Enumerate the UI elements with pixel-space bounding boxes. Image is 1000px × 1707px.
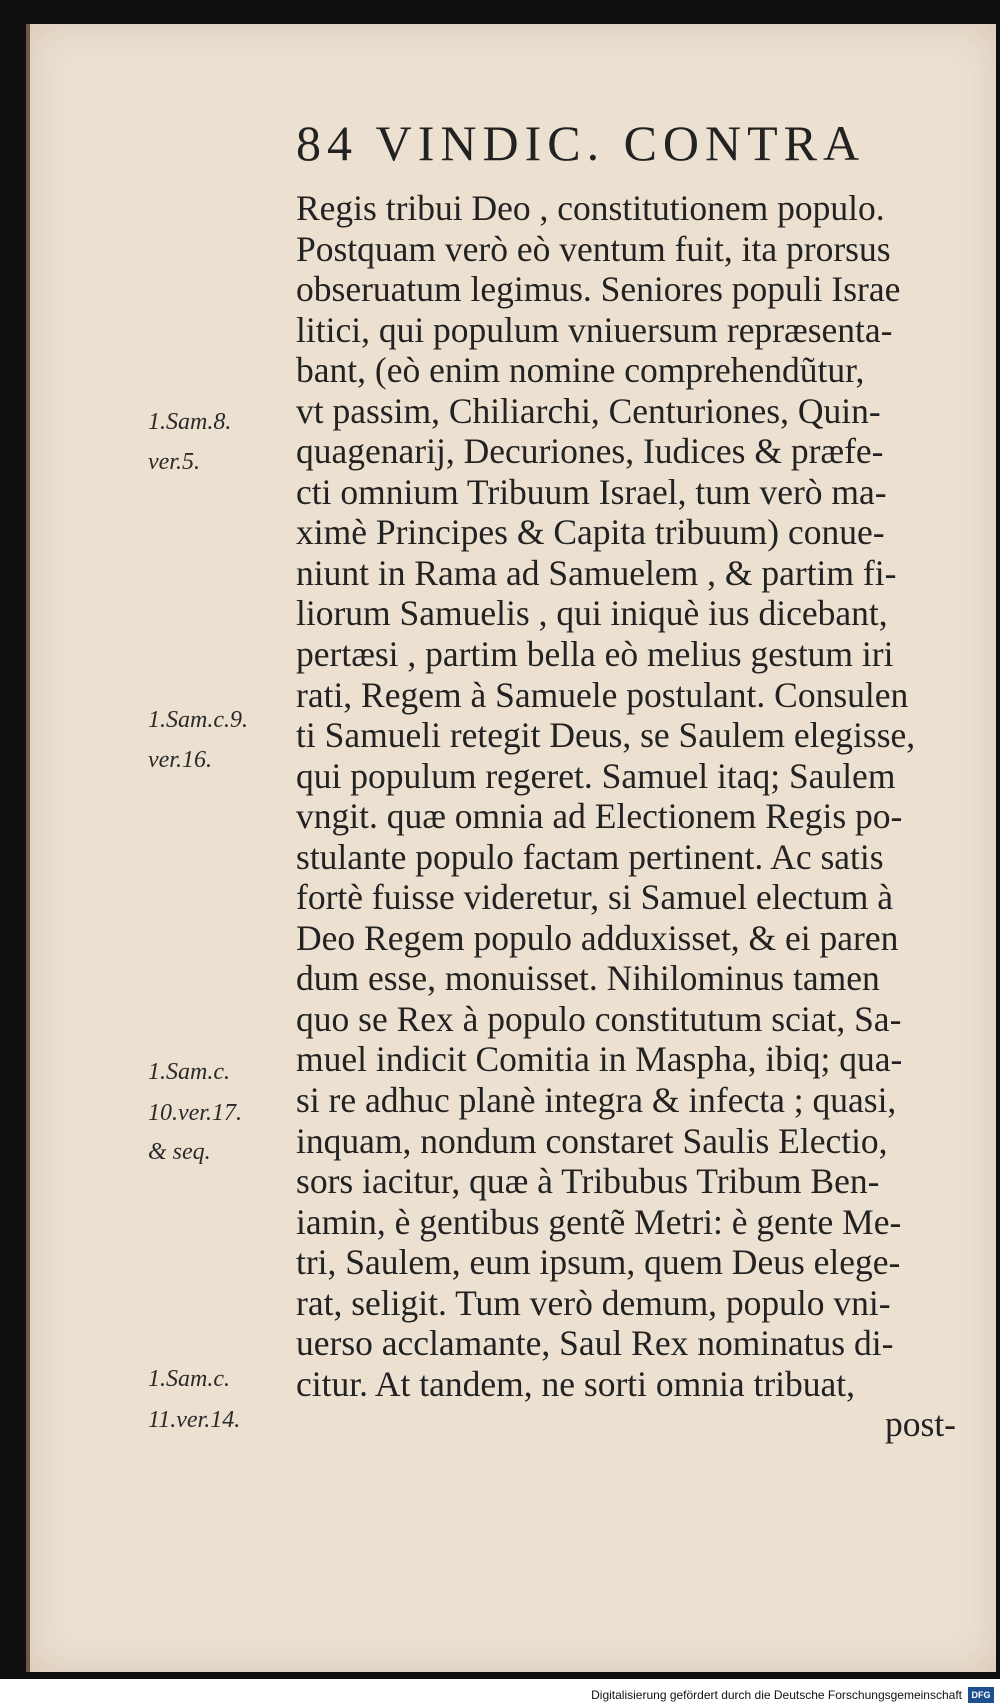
body-line: muel indicit Comitia in Maspha, ibiq; qua- (296, 1039, 903, 1080)
body-line: uerso acclamante, Saul Rex nominatus di- (296, 1323, 894, 1364)
funding-notice: Digitalisierung gefördert durch die Deutsche Forschungsgemeinschaft (591, 1688, 962, 1702)
body-line: qui populum regeret. Samuel itaq; Saulem (296, 755, 896, 796)
body-line: quagenarij, Decuriones, Iudices & præfe- (296, 431, 884, 472)
body-line: ximè Principes & Capita tribuum) conue- (296, 512, 885, 553)
margin-note: ver.5. (148, 449, 200, 475)
body-line: pertæsi , partim bella eò melius gestum iri (296, 634, 894, 675)
body-line: inquam, nondum constaret Saulis Electio, (296, 1120, 888, 1161)
body-text (296, 188, 962, 1445)
body-line: rat, seligit. Tum verò demum, populo vni- (296, 1282, 891, 1323)
margin-note: 11.ver.14. (148, 1407, 241, 1433)
catchword: post- (885, 1404, 956, 1445)
footer-bar (0, 1679, 1000, 1707)
body-line: Deo Regem populo adduxisset, & ei paren (296, 917, 899, 958)
margin-note: 10.ver.17. (148, 1100, 242, 1126)
margin-note: 1.Sam.c.9. (148, 707, 248, 733)
margin-note: ver.16. (148, 747, 212, 773)
body-line: stulante populo factam pertinent. Ac satis (296, 836, 884, 877)
body-line: citur. At tandem, ne sorti omnia tribuat, (296, 1363, 856, 1404)
body-line: sors iacitur, quæ à Tribubus Tribum Ben- (296, 1161, 880, 1202)
body-line: quo se Rex à populo constitutum sciat, Sa- (296, 998, 902, 1039)
body-line: fortè fuisse videretur, si Samuel electum à (296, 877, 893, 918)
body-line: iamin, è gentibus gentẽ Metri: è gente Me- (296, 1201, 902, 1242)
body-line: rati, Regem à Samuele postulant. Consulen (296, 674, 909, 715)
body-line: dum esse, monuisset. Nihilominus tamen (296, 958, 880, 999)
body-line: litici, qui populum vniuersum repræsenta- (296, 309, 893, 350)
running-header: 84 VINDIC. CONTRA (296, 115, 866, 171)
body-line: vt passim, Chiliarchi, Centuriones, Quin- (296, 390, 881, 431)
body-line: Postquam verò eò ventum fuit, ita prorsus (296, 228, 891, 269)
dfg-logo-icon: DFG (968, 1687, 994, 1703)
body-line: si re adhuc planè integra & infecta ; quasi, (296, 1080, 897, 1121)
body-line: tri, Saulem, eum ipsum, quem Deus elege- (296, 1242, 901, 1283)
body-line: vngit. quæ omnia ad Electionem Regis po- (296, 796, 903, 837)
body-line: bant, (eò enim nomine comprehendũtur, (296, 350, 865, 391)
margin-note: 1.Sam.c. (148, 1059, 230, 1085)
body-line: liorum Samuelis , qui iniquè ius dicebant, (296, 593, 888, 634)
margin-note: 1.Sam.c. (148, 1366, 230, 1392)
margin-note: 1.Sam.8. (148, 409, 232, 435)
margin-note: & seq. (148, 1139, 211, 1165)
body-line: cti omnium Tribuum Israel, tum verò ma- (296, 471, 887, 512)
body-line: ti Samueli retegit Deus, se Saulem elegisse, (296, 715, 916, 756)
body-line: obseruatum legimus. Seniores populi Israe (296, 269, 901, 310)
body-line: Regis tribui Deo , constitutionem populo. (296, 188, 885, 228)
body-line: niunt in Rama ad Samuelem , & partim fi- (296, 552, 897, 593)
